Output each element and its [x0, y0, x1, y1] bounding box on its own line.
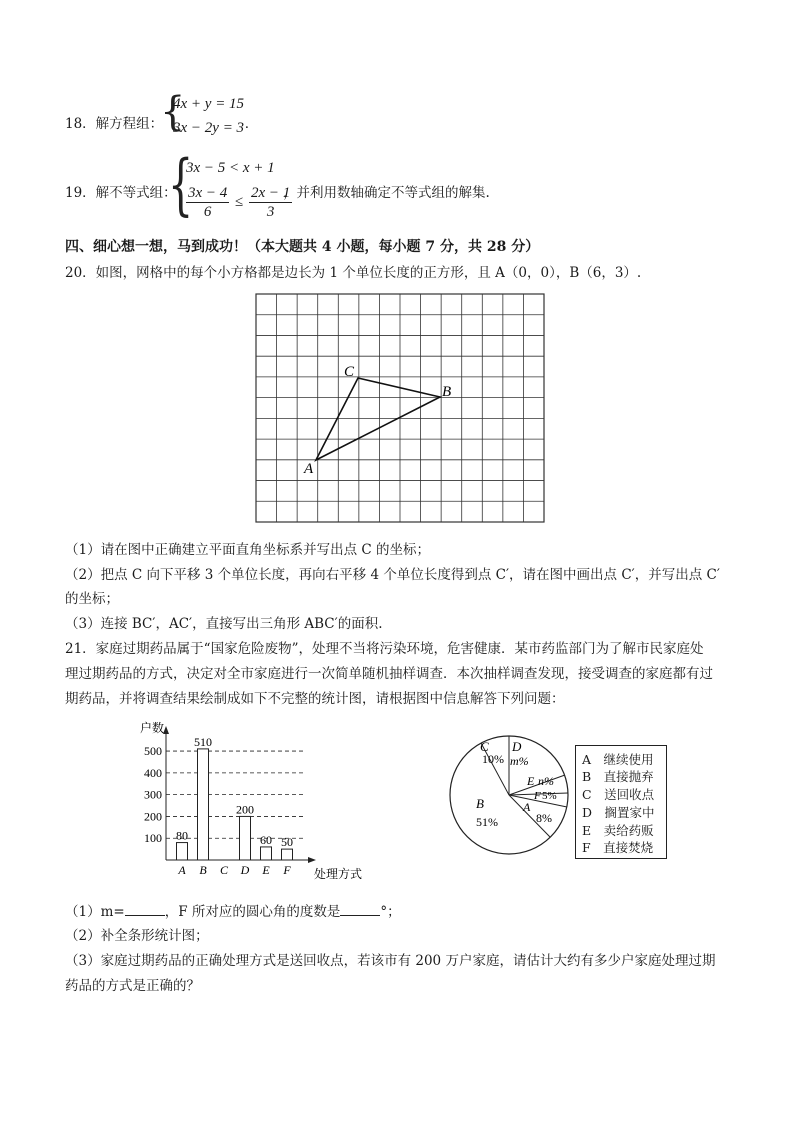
pie-label-e: E — [527, 774, 535, 788]
y-tick-label: 500 — [144, 744, 162, 759]
pie-pct-b: 51% — [476, 815, 498, 829]
x-axis-arrow — [308, 857, 316, 863]
bar-value-label: 60 — [260, 832, 272, 847]
q20-sub1: （1）请在图中正确建立平面直角坐标系并写出点 C 的坐标； — [65, 542, 431, 558]
q19-leq-sign: ≤ — [235, 193, 244, 210]
pie-label-a: A — [523, 800, 531, 814]
y-tick-label: 200 — [144, 809, 162, 824]
q19-label: 19．解不等式组： — [65, 185, 177, 201]
q19-fraction-1-denominator: 6 — [203, 204, 212, 220]
legend-item-d: D 搁置家中 — [582, 805, 655, 820]
bar-e — [261, 847, 272, 860]
bar-value-label: 50 — [281, 835, 293, 850]
y-tick-label: 400 — [144, 765, 162, 780]
q19-fraction-2-numerator: 2x − 1 — [251, 185, 291, 201]
q19-inequality-2 — [186, 184, 292, 221]
point-b-label: B — [442, 384, 452, 400]
q21-line1: 21．家庭过期药品属于“国家危险废物”，处理不当将污染环境，危害健康．某市药监部门为了解市民家庭处 — [65, 641, 704, 657]
q21-line3: 期药品，并将调查结果绘制成如下不完整的统计图，请根据图中信息解答下列问题： — [65, 691, 565, 707]
bar-f — [282, 849, 293, 860]
q20-intro: 20．如图，网格中的每个小方格都是边长为 1 个单位长度的正方形，且 A（0，0），B（6，3）. — [65, 265, 642, 281]
section-4-title: 四、细心想一想，马到成功！（本大题共 4 小题，每小题 7 分，共 28 分） — [65, 239, 540, 255]
x-tick-label: A — [178, 863, 186, 877]
pie-label-d: D — [512, 739, 522, 754]
q21-sub1-part-a: （1）m= — [65, 904, 125, 920]
point-c-label: C — [344, 364, 355, 380]
q21-sub1 — [65, 900, 401, 920]
bar-value-label: 510 — [194, 734, 212, 749]
q21-sub2: （2）补全条形统计图； — [65, 928, 209, 944]
q18-equation-1: 4x + y = 15 — [173, 96, 245, 112]
f-angle-answer-blank[interactable] — [340, 903, 380, 916]
q18-brace: { — [160, 89, 186, 135]
pie-label-f: F — [534, 790, 541, 802]
q20-grid-figure — [250, 288, 550, 528]
x-tick-label: E — [262, 863, 270, 877]
pie-label-c: C — [480, 739, 489, 754]
point-a-label: A — [304, 461, 314, 477]
bar-value-label: 200 — [236, 802, 254, 817]
q21-line2: 理过期药品的方式，决定对全市家庭进行一次简单随机抽样调查．本次抽样调查发现，接受调查的家庭都有过 — [65, 666, 713, 682]
bar-a — [177, 843, 188, 860]
x-tick-label: B — [199, 863, 207, 877]
triangle-abc — [316, 378, 440, 460]
q20-sub2-line1: （2）把点 C 向下平移 3 个单位长度，再向右平移 4 个单位长度得到点 C′，请在图中画出点 C′，并写出点 C′ — [65, 567, 720, 583]
pie-pct-e: n% — [538, 774, 554, 788]
m-answer-blank[interactable] — [125, 903, 165, 916]
legend-item-a: A 继续使用 — [582, 752, 654, 767]
q20-sub3: （3）连接 BC′，AC′，直接写出三角形 ABC′的面积. — [65, 616, 383, 632]
q21-sub3-line2: 药品的方式是正确的？ — [65, 978, 200, 994]
legend-item-c: C 送回收点 — [582, 787, 655, 802]
y-tick-label: 300 — [144, 787, 162, 802]
legend-item-f: F 直接焚烧 — [582, 840, 654, 855]
q18-end: . — [245, 116, 249, 132]
legend-item-b: B 直接抛弃 — [582, 769, 654, 784]
q19-brace: { — [168, 146, 194, 223]
y-tick-label: 100 — [144, 831, 162, 846]
pie-pct-f: 5% — [542, 790, 557, 802]
bar-d — [240, 816, 251, 860]
grid-lines — [256, 294, 544, 522]
x-tick-label: C — [219, 863, 229, 877]
bar-b — [198, 749, 209, 860]
q20-sub2-line2: 的坐标； — [65, 591, 119, 607]
bar-chart — [128, 718, 368, 888]
q19-fraction-1-numerator: 3x − 4 — [188, 185, 228, 201]
x-axis-label: 处理方式 — [314, 867, 363, 881]
pie-chart — [447, 727, 577, 867]
pie-label-b: B — [476, 796, 484, 811]
q21-sub3-line1: （3）家庭过期药品的正确处理方式是送回收点，若该市有 200 万户家庭，请估计大约有多少户家庭处理过期 — [65, 953, 716, 969]
q21-sub1-part-b: ，F 所对应的圆心角的度数是 — [164, 904, 341, 920]
pie-pct-c: 10% — [482, 752, 504, 766]
legend-item-e: E 卖给药贩 — [582, 823, 654, 838]
q21-sub1-part-c: °； — [380, 904, 401, 920]
q19-fraction-2-denominator: 3 — [266, 204, 275, 220]
q19-fraction-1 — [186, 184, 229, 221]
pie-legend — [575, 745, 667, 859]
pie-pct-a: 8% — [536, 811, 552, 825]
q19-tail: ，并利用数轴确定不等式组的解集. — [283, 185, 490, 201]
y-axis-label: 户数 — [140, 721, 165, 735]
bar-value-label: 80 — [176, 828, 188, 843]
q19-inequality-1: 3x − 5 < x + 1 — [186, 160, 275, 176]
pie-pct-d: m% — [510, 754, 529, 768]
q18-label: 18．解方程组： — [65, 116, 164, 132]
x-tick-label: D — [240, 863, 250, 877]
q18-equation-2: 3x − 2y = 3 — [173, 120, 245, 136]
x-tick-label: F — [283, 863, 291, 877]
